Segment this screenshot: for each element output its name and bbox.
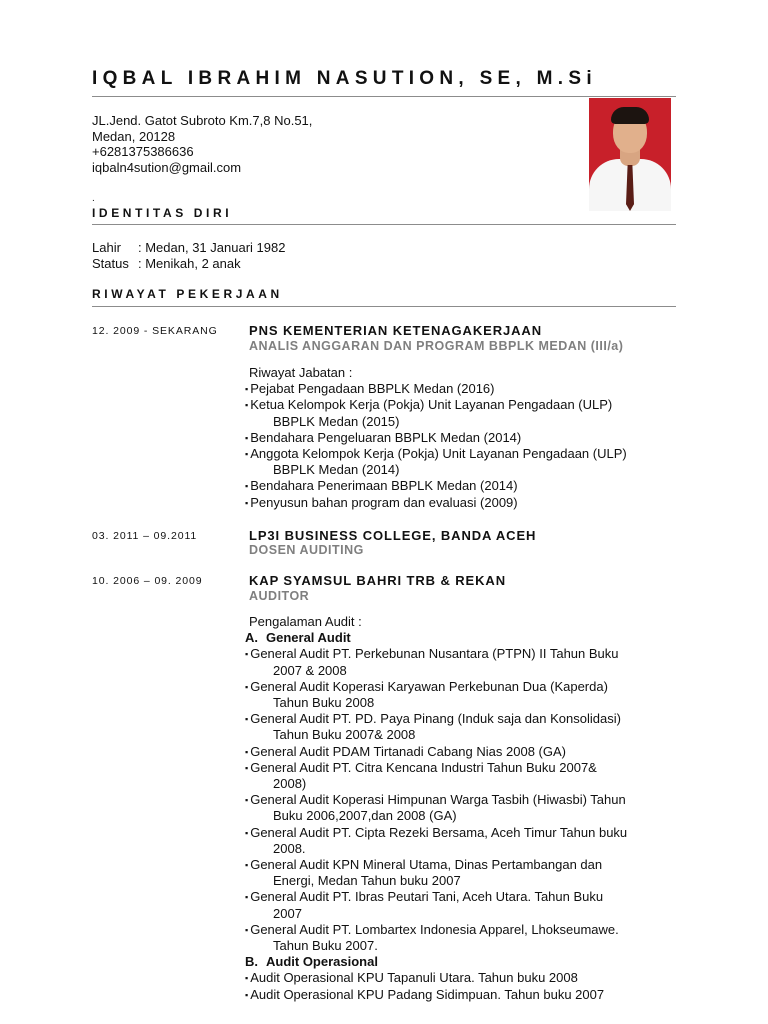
bullet-icon: ▪: [245, 795, 249, 806]
list-item-continuation: Tahun Buku 2007& 2008: [273, 727, 416, 743]
bullet-icon: ▪: [245, 892, 249, 903]
job-role: DOSEN AUDITING: [249, 543, 364, 557]
birth-row: [92, 240, 285, 256]
list-item: [245, 857, 685, 873]
contact-info: [92, 113, 312, 175]
bullet-icon: ▪: [245, 924, 249, 935]
audit-groups: [245, 630, 685, 1003]
work-heading: RIWAYAT PEKERJAAN: [92, 287, 283, 301]
audit-group-title: Audit Operasional: [266, 954, 378, 970]
job-1-positions: [245, 365, 685, 511]
list-item-text: General Audit PT. Cipta Rezeki Bersama, Aceh Timur Tahun buku: [250, 824, 628, 840]
bullet-icon: ▪: [245, 497, 249, 508]
list-item-continuation: Tahun Buku 2008: [273, 695, 375, 711]
list-item-text: General Audit Koperasi Karyawan Perkebunan Dua (Kaperda): [250, 678, 608, 694]
job-date: 10. 2006 – 09. 2009: [92, 575, 203, 587]
list-item: [245, 478, 685, 494]
list-item: [245, 825, 685, 841]
candidate-name: IQBAL IBRAHIM NASUTION, SE, M.Si: [92, 68, 597, 89]
work-divider: [92, 306, 676, 307]
list-item-text: Bendahara Penerimaan BBPLK Medan (2014): [250, 478, 518, 494]
address-line-2: Medan, 20128: [92, 128, 176, 144]
list-item: [245, 792, 685, 808]
email-address: iqbaln4sution@gmail.com: [92, 159, 242, 175]
list-item: [245, 889, 685, 905]
bullet-icon: ▪: [245, 973, 249, 984]
job-role: ANALIS ANGGARAN DAN PROGRAM BBPLK MEDAN (III/a): [249, 339, 624, 353]
profile-photo: [589, 98, 671, 211]
birth-label: Lahir: [92, 240, 121, 255]
job-date: 12. 2009 - SEKARANG: [92, 325, 218, 337]
list-item: [245, 744, 685, 760]
list-item-text: General Audit PT. PD. Paya Pinang (Induk saja dan Konsolidasi): [250, 711, 621, 727]
list-item: [245, 495, 685, 511]
bullet-icon: ▪: [245, 681, 249, 692]
list-item-text: Bendahara Pengeluaran BBPLK Medan (2014): [250, 429, 522, 445]
list-item-continuation: Tahun Buku 2007.: [273, 938, 378, 954]
list-item-continuation: 2007: [273, 905, 302, 921]
bullet-icon: ▪: [245, 400, 249, 411]
identity-divider: [92, 224, 676, 225]
positions-label: Riwayat Jabatan :: [249, 365, 353, 380]
phone-number: +6281375386636: [92, 144, 194, 159]
photo-hair: [611, 107, 649, 124]
list-item-continuation: Buku 2006,2007,dan 2008 (GA): [273, 808, 457, 824]
address-line-1: JL.Jend. Gatot Subroto Km.7,8 No.51,: [92, 113, 313, 128]
list-item-text: General Audit PT. Ibras Peutari Tani, Aceh Utara. Tahun Buku: [250, 889, 604, 905]
identity-heading: IDENTITAS DIRI: [92, 206, 233, 220]
bullet-icon: ▪: [245, 746, 249, 757]
list-item-continuation: Energi, Medan Tahun buku 2007: [273, 873, 461, 889]
bullet-icon: ▪: [245, 989, 249, 1000]
list-item: [245, 446, 685, 462]
list-item: [245, 987, 685, 1003]
audit-group-heading: [245, 954, 685, 970]
status-value: : Menikah, 2 anak: [138, 256, 241, 271]
list-item: [245, 970, 685, 986]
stray-dot: .: [92, 193, 95, 204]
header-divider: [92, 96, 676, 97]
audit-group-letter: A.: [245, 630, 258, 646]
list-item-continuation: BBPLK Medan (2014): [273, 462, 400, 478]
job-role: AUDITOR: [249, 589, 310, 603]
bullet-icon: ▪: [245, 714, 249, 725]
audit-group-letter: B.: [245, 954, 258, 970]
list-item: [245, 760, 685, 776]
list-item: [245, 679, 685, 695]
list-item: [245, 397, 685, 413]
bullet-icon: ▪: [245, 827, 249, 838]
job-organization: LP3I BUSINESS COLLEGE, BANDA ACEH: [249, 528, 537, 543]
list-item-text: Audit Operasional KPU Padang Sidimpuan. Tahun buku 2007: [250, 986, 605, 1002]
job-organization: KAP SYAMSUL BAHRI TRB & REKAN: [249, 573, 506, 588]
list-item-continuation: BBPLK Medan (2015): [273, 413, 400, 429]
list-item-text: General Audit PT. Lombartex Indonesia Apparel, Lhokseumawe.: [250, 921, 619, 937]
audit-group-title: General Audit: [266, 630, 351, 646]
bullet-icon: ▪: [245, 481, 249, 492]
list-item-text: Pejabat Pengadaan BBPLK Medan (2016): [250, 381, 495, 397]
list-item-text: General Audit PT. Citra Kencana Industri Tahun Buku 2007&: [250, 759, 597, 775]
positions-list: [245, 381, 685, 511]
list-item: [245, 922, 685, 938]
identity-details: [92, 240, 285, 272]
list-item: [245, 711, 685, 727]
bullet-icon: ▪: [245, 449, 249, 460]
bullet-icon: ▪: [245, 384, 249, 395]
list-item-text: Ketua Kelompok Kerja (Pokja) Unit Layanan Pengadaan (ULP): [250, 397, 613, 413]
list-item-text: General Audit PDAM Tirtanadi Cabang Nias 2008 (GA): [250, 743, 566, 759]
job-organization: PNS KEMENTERIAN KETENAGAKERJAAN: [249, 323, 542, 338]
birth-value: : Medan, 31 Januari 1982: [138, 240, 286, 255]
audit-group-heading: [245, 630, 685, 646]
list-item-text: General Audit KPN Mineral Utama, Dinas Pertambangan dan: [250, 857, 603, 873]
bullet-icon: ▪: [245, 432, 249, 443]
list-item: [245, 646, 685, 662]
list-item-continuation: 2008.: [273, 840, 306, 856]
bullet-icon: ▪: [245, 860, 249, 871]
list-item-text: Penyusun bahan program dan evaluasi (2009): [250, 494, 518, 510]
bullet-icon: ▪: [245, 649, 249, 660]
list-item-continuation: 2008): [273, 776, 307, 792]
job-date: 03. 2011 – 09.2011: [92, 530, 198, 542]
list-item: [245, 430, 685, 446]
list-item-text: Audit Operasional KPU Tapanuli Utara. Tahun buku 2008: [250, 970, 578, 986]
job-3-experience: [245, 614, 685, 1003]
status-label: Status: [92, 256, 129, 271]
bullet-icon: ▪: [245, 762, 249, 773]
list-item-continuation: 2007 & 2008: [273, 662, 347, 678]
list-item-text: Anggota Kelompok Kerja (Pokja) Unit Layanan Pengadaan (ULP): [250, 446, 627, 462]
list-item-text: General Audit Koperasi Himpunan Warga Tasbih (Hiwasbi) Tahun: [250, 792, 626, 808]
list-item: [245, 381, 685, 397]
list-item-text: General Audit PT. Perkebunan Nusantara (PTPN) II Tahun Buku: [250, 646, 619, 662]
experience-label: Pengalaman Audit :: [249, 614, 362, 629]
status-row: [92, 256, 285, 272]
